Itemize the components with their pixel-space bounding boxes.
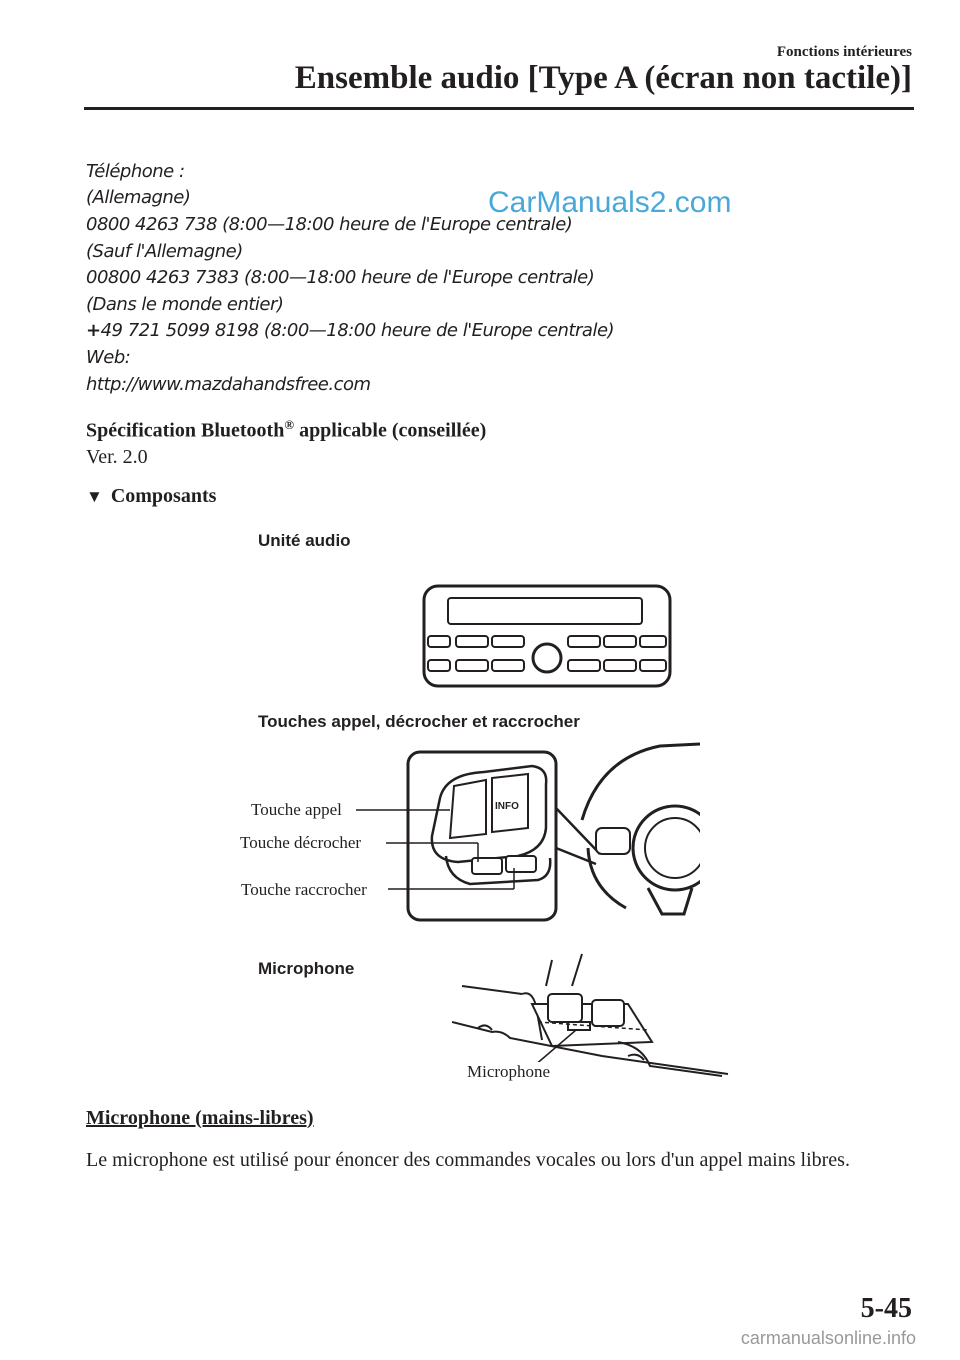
microphone-section-body: Le microphone est utilisé pour énoncer des commandes vocales ou lors d'un appel mains libres.: [86, 1149, 850, 1171]
contact-line-germany-number: 0800 4263 738 (8:00—18:00 heure de l'Europe centrale): [86, 214, 573, 235]
page-number: 5-45: [860, 1293, 912, 1324]
bluetooth-version: Ver. 2.0: [86, 446, 148, 468]
contact-line-worldwide: (Dans le monde entier): [86, 294, 284, 315]
pickup-key-callout: Touche décrocher: [240, 833, 362, 852]
contact-line-germany: (Allemagne): [86, 187, 191, 208]
audio-unit-label: Unité audio: [258, 531, 351, 550]
section-title: Fonctions intérieures: [776, 44, 912, 60]
microphone-section-heading: Microphone (mains-libres): [86, 1107, 314, 1129]
registered-mark: ®: [284, 417, 295, 432]
contact-line-phone: Téléphone :: [86, 161, 185, 182]
phone-keys-label: Touches appel, décrocher et raccrocher: [258, 712, 580, 731]
microphone-callout: Microphone: [467, 1062, 551, 1081]
header-rule: [84, 107, 914, 110]
watermark: CarManuals2.com: [488, 186, 732, 219]
contact-line-except-germany-number: 00800 4263 7383 (8:00—18:00 heure de l'Europe centrale): [86, 267, 595, 288]
triangle-down-icon: ▼: [86, 487, 103, 506]
key-leader-lines: [350, 800, 530, 895]
footer-site[interactable]: carmanualsonline.info: [740, 1328, 916, 1348]
page-title: Ensemble audio [Type A (écran non tactile)]: [294, 60, 912, 96]
hangup-key-callout: Touche raccrocher: [241, 880, 367, 899]
contact-line-url[interactable]: http://www.mazdahandsfree.com: [86, 374, 371, 395]
components-heading: ▼ Composants: [86, 485, 217, 507]
call-key-callout: Touche appel: [251, 800, 342, 819]
bluetooth-spec-heading: Spécification Bluetooth® applicable (conseillée): [86, 417, 487, 442]
audio-unit-illustration: [420, 582, 676, 690]
contact-line-web: Web:: [86, 347, 131, 368]
contact-line-worldwide-number: +49 721 5099 8198 (8:00—18:00 heure de l'Europe centrale): [86, 320, 615, 341]
microphone-label: Microphone: [258, 959, 355, 978]
info-button-text: INFO: [495, 801, 519, 812]
plus-icon: +: [86, 320, 101, 341]
contact-line-except-germany: (Sauf l'Allemagne): [86, 241, 243, 262]
